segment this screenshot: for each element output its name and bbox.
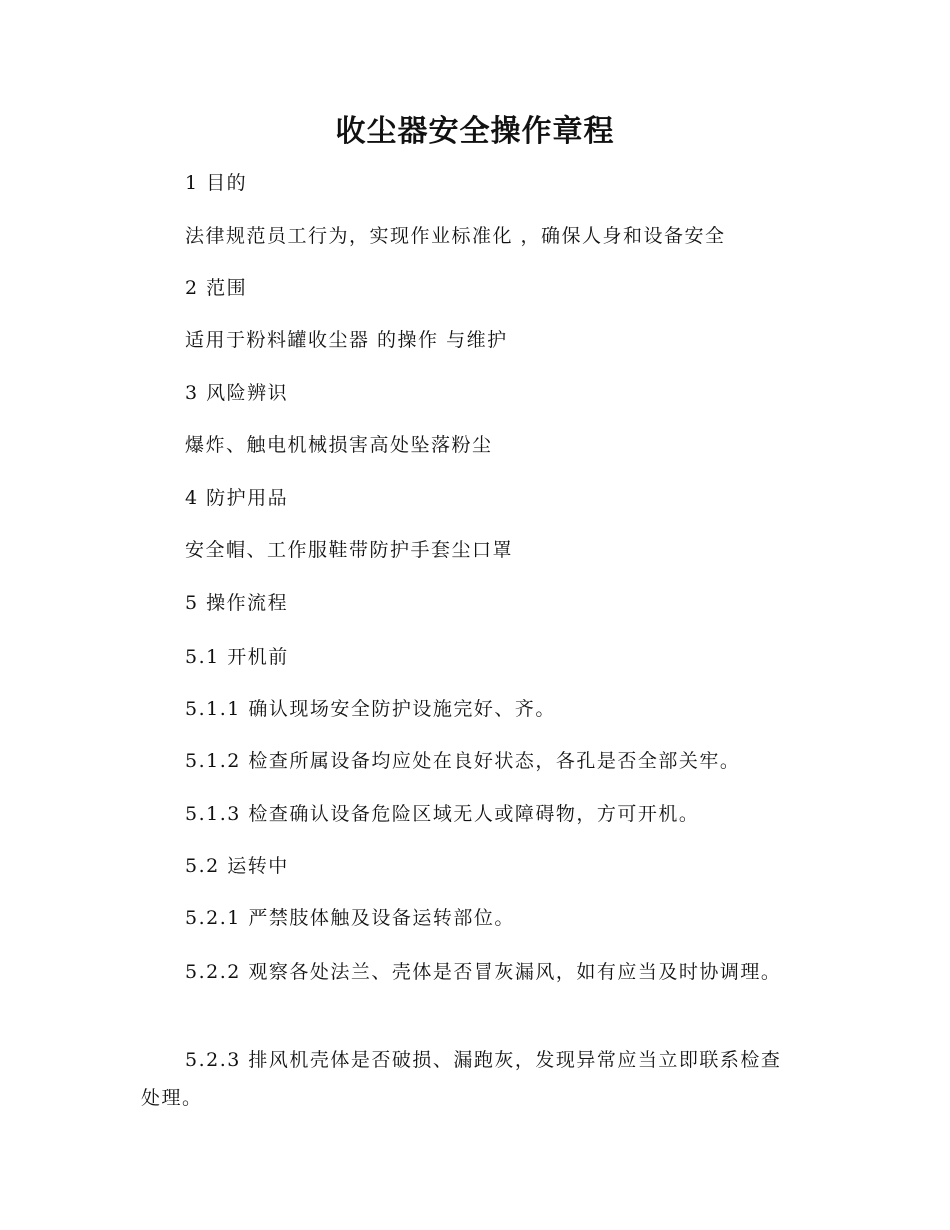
subsection-running: 5.2 运转中 xyxy=(185,855,289,877)
clause-5-2-2: 5.2.2 观察各处法兰、壳体是否冒灰漏风，如有应当及时协调理。 xyxy=(185,961,782,983)
scope-text: 适用于粉料罐收尘器 的操作 与维护 xyxy=(185,329,508,351)
clause-5-1-3: 5.1.3 检查确认设备危险区域无人或障碍物，方可开机。 xyxy=(185,803,700,825)
risk-text: 爆炸、触电机械损害高处坠落粉尘 xyxy=(185,434,493,456)
clause-5-2-3: 5.2.3 排风机壳体是否破损、漏跑灰，发现异常应当立即联系检查处理。 xyxy=(141,1049,782,1109)
clause-5-1-1: 5.1.1 确认现场安全防护设施完好、齐。 xyxy=(185,698,556,720)
purpose-text: 法律规范员工行为，实现作业标准化 ，确保人身和设备安全 xyxy=(185,225,726,247)
section-heading-purpose: 1 目的 xyxy=(185,172,248,194)
document-title: 收尘器安全操作章程 xyxy=(335,114,615,149)
subsection-before-start: 5.1 开机前 xyxy=(185,646,289,668)
section-heading-procedure: 5 操作流程 xyxy=(185,592,289,614)
section-heading-risk: 3 风险辨识 xyxy=(185,382,289,404)
section-heading-ppe: 4 防护用品 xyxy=(185,487,289,509)
section-heading-scope: 2 范围 xyxy=(185,277,248,299)
ppe-text: 安全帽、工作服鞋带防护手套尘口罩 xyxy=(185,539,514,561)
clause-5-2-1: 5.2.1 严禁肢体触及设备运转部位。 xyxy=(185,907,515,929)
clause-5-1-2: 5.1.2 检查所属设备均应处在良好状态，各孔是否全部关牢。 xyxy=(185,750,741,772)
